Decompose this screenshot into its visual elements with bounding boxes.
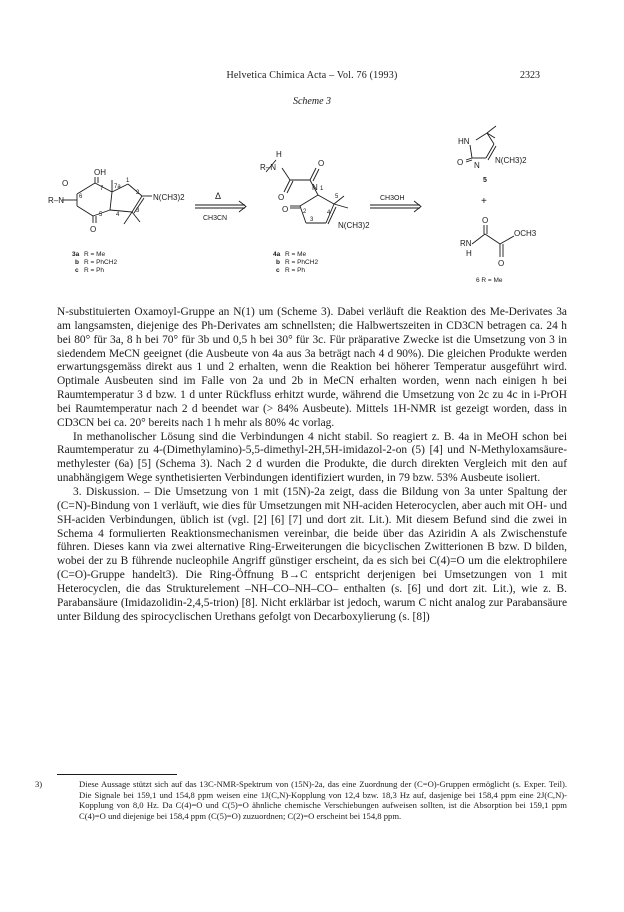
reactant-n1: 1 [126,178,130,184]
int-o1: O [278,193,285,202]
p5-o: O [457,158,464,167]
int-n1: N [312,183,318,192]
int-n1-num: 1 [320,186,324,192]
page-number: 2323 [520,70,540,81]
p6-o-bottom: O [498,259,505,268]
reactant-o-left: O [62,179,69,188]
p6-h: H [466,249,472,258]
arrow1-solvent: CH3CN [203,215,228,222]
int-n3: 3 [310,217,314,223]
int-rn: R–N [260,163,277,172]
reactant-n2: 2 [136,190,140,196]
reaction-scheme [0,110,624,290]
reactant-n3: 3 [136,208,140,214]
int-o3: O [282,205,289,214]
compound-3b-label: b [75,259,79,266]
p5-n: N [474,161,480,170]
reactant-n7a: 7a [114,184,121,190]
p5-hn: HN [458,137,470,146]
compound-3a-label: 3a [72,251,80,258]
scheme-title: Scheme 3 [292,96,332,107]
reactant-nme2: N(CH3)2 [153,193,185,202]
paragraph-2: In methanolischer Lösung sind die Verbindungen 4 nicht stabil. So reagiert z. B. 4a in MeOH schon bei Raumtemperatur zu 4-(Dimethylamino)-5,5-dimethyl-2H,5H-imidazol-2-on (5) [4] und N-Methyloxamsäure-methylester (6a) [5] (Schema 3). Nach 2 d wurden die Produkte, die durch direkten Vergleich mit den auf unabhängigem Wege synthetisierten Verbindungen identifiziert wurden, in 79 bzw. 53% Ausbeute isoliert. [57,430,567,485]
p6-o-top: O [482,216,489,225]
int-nme2: N(CH3)2 [338,221,370,230]
compound-4b-r: R = PhCH2 [285,259,319,266]
p5-nme2: N(CH3)2 [495,156,527,165]
p6-och3: OCH3 [514,229,537,238]
int-h: H [276,150,282,159]
paragraph-1: N-substituierten Oxamoyl-Gruppe an N(1) um (Scheme 3). Dabei verläuft die Reaktion des Me-Derivates 3a am langsamsten, diejenige des Ph-Derivates am schnellsten; die Halbwertszeiten in CD3CN betragen ca. 24 h bei 80° für 3a, 8 h bei 70° für 3b und 0,5 h bei 30° für 3c. Für präparative Zwecke ist die Umsetzung von 3 in siedendem MeCN geeignet (die Ausbeute von 4a aus 3a beträgt nach 4 d 90%). Die gleichen Produkte werden erwartungsgemäss direkt aus 1 und 2 erhalten, wenn die Reaktion bei höherer Temperatur ausgeführt wird. Optimale Ausbeuten sind im Falle von 2a und 2b in MeCN erhalten worden, wenn nach einigen h bei Raumtemperatur 3 d bzw. 1 d unter Rückfluss erhitzt wurde, während die Umsetzung von 2c zu 4c in i-PrOH bei Raumtemperatur nach 2 d beendet war (> 84% Ausbeute). Mittels 1H-NMR ist gezeigt worden, dass in CD3CN bei ca. 20° bereits nach 1 h mehr als 80% 4c vorlag. [57,306,567,429]
int-o2: O [318,159,325,168]
reactant-n7: 7 [100,186,104,192]
journal-title: Helvetica Chimica Acta – Vol. 76 (1993) [226,70,398,81]
paragraph-3: 3. Diskussion. – Die Umsetzung von 1 mit (15N)-2a zeigt, dass die Bildung von 3a unter Spaltung der (C=N)-Bindung von 1 verläuft, wie dies für Umsetzungen mit NH-aciden Heterocyclen, aber auch mit OH- und SH-aciden Verbindungen, üblich ist (vgl. [2] [6] [7] und dort zit. Lit.). Mit diesem Befund sind die zwei in Schema 4 formulierten Reaktionsmechanismen vereinbar, die beide über das Aziridin A als Zwischenstufe führen. Dieses kann via zwei alternative Ring-Erweiterungen die bicyclischen Zwitterionen B bzw. D bilden, wobei der zu B führende nucleophile Angriff günstiger erscheint, da es sich bei C(4)=O um die elektrophilere (C=O)-Gruppe handelt3). Die Ring-Öffnung B→C entspricht derjenigen bei Umsetzungen von 1 mit Heterocyclen, die das Strukturelement –NH–CO–NH–CO– enthalten (s. [6] und dort zit. Lit.), wie z. B. Parabansäure (Imidazolidin-2,4,5-trion) [8]. Nicht erklärbar ist jedoch, warum C nicht analog zur Parabansäure unter Bildung des spirocyclischen Urethans gefolgt von Decarboxylierung (s. [8]) [57,485,567,623]
compound-4c-label: c [276,267,280,274]
p6-rn: RN [460,239,472,248]
compound-3c-label: c [75,267,79,274]
reactant-n5: 5 [99,212,103,218]
footnote-text: Diese Aussage stützt sich auf das 13C-NMR-Spektrum von (15N)-2a, das eine Zuordnung der (C=O)-Gruppen ermöglicht (s. Exper. Teil). Die Signale bei 159,1 und 154,8 ppm weisen eine 1J(C,N)-Kopplung von 12,4 bzw. 18,3 Hz auf, dasjenige bei 158,4 ppm eine 2J(C,N)-Kopplung von 8,0 Hz. Da C(4)=O und C(5)=O ähnliche chemische Verschiebungen aufweisen sollten, ist die Absorption bei 159,1 ppm C(4)=O und diejenige bei 158,4 ppm (C(5)=O) zuzuordnen; C(2)=O erscheint bei 154,8 ppm. [79,779,567,821]
reactant-o-bottom: O [90,225,97,234]
body-text [57,306,567,624]
footnote-rule [57,774,177,775]
int-n4: 4 [327,210,331,216]
compound-3b-r: R = PhCH2 [84,259,118,266]
footnote-mark: 3) [35,779,43,789]
compound-4b-label: b [276,259,280,266]
plus-sign: + [481,196,487,207]
compound-4a-r: R = Me [285,251,307,258]
compound-3a-r: R = Me [84,251,106,258]
reactant-oh: OH [94,168,106,177]
running-header [0,70,624,86]
arrow1-heat: Δ [215,191,222,201]
reactant-n4: 4 [116,212,120,218]
reactant-n6: 6 [79,194,83,200]
compound-4c-r: R = Ph [285,267,306,274]
compound-5-label: 5 [483,177,487,184]
compound-4a-label: 4a [273,251,281,258]
compound-6-label: 6 R = Me [476,277,503,284]
footnote [35,779,567,821]
int-n5: 5 [335,194,339,200]
arrow2-solvent: CH3OH [380,195,405,202]
reactant-r-group: R–N [48,196,65,205]
int-n2: 2 [303,209,307,215]
compound-3c-r: R = Ph [84,267,105,274]
